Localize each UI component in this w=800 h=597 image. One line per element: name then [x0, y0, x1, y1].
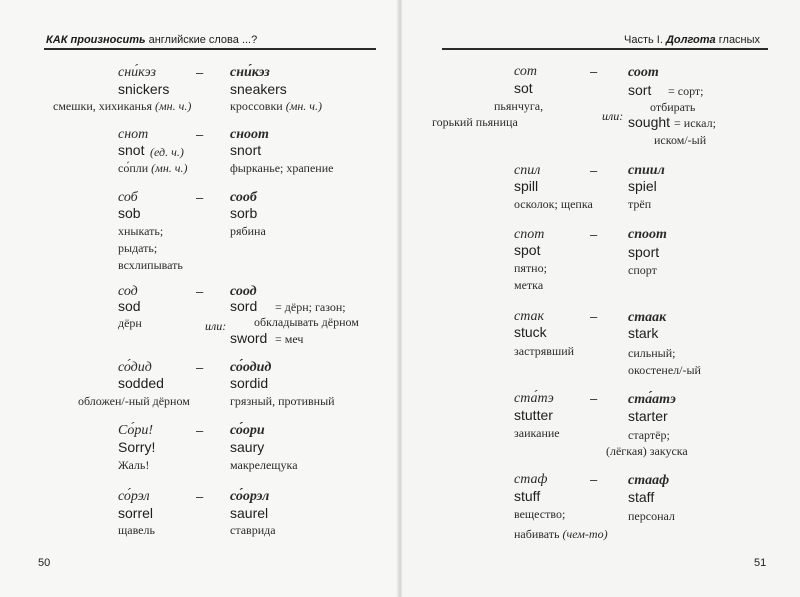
transcription-left: сни́кэз	[118, 65, 156, 80]
transcription-left: спил	[514, 163, 541, 178]
translation-right: отбирать	[650, 100, 696, 114]
right-page	[402, 0, 800, 597]
header-rule	[44, 48, 376, 50]
english-word-right: staff	[628, 489, 655, 505]
header-title-rest: гласных	[718, 34, 761, 46]
transcription-left: Со́ри!	[118, 423, 154, 438]
right-running-header	[624, 34, 760, 46]
english-word-left: sorrel	[118, 505, 154, 521]
transcription-right: со́одид	[230, 360, 272, 375]
english-word-right: sneakers	[230, 81, 287, 97]
english-word-left: sob	[118, 205, 141, 221]
english-word-right: saurel	[230, 505, 269, 521]
dash: –	[196, 489, 204, 504]
transcription-left: со́дид	[118, 360, 152, 375]
english-word-right: sorb	[230, 205, 258, 221]
translation-left: Жаль!	[118, 458, 150, 472]
dash: –	[196, 190, 204, 205]
english-word-left: snot	[118, 142, 145, 158]
translation-right: спорт	[628, 263, 657, 277]
transcription-right: спиил	[628, 163, 665, 178]
translation-right: окостенел/-ый	[628, 363, 701, 377]
transcription-right: соот	[628, 65, 659, 80]
translation-left: пьянчуга,	[494, 99, 544, 113]
or-label: или:	[602, 109, 624, 123]
transcription-left: стак	[514, 309, 545, 324]
header-part-label: Часть I.	[624, 34, 663, 46]
header-title-rest: английские слова ...?	[148, 34, 258, 46]
translation-right: кроссовки (мн. ч.)	[230, 99, 323, 113]
transcription-right: соод	[230, 284, 257, 299]
transcription-right: стаак	[628, 310, 667, 325]
transcription-right: сооб	[230, 190, 257, 205]
dash: –	[590, 472, 598, 487]
english-word-left: stuff	[514, 488, 541, 504]
translation-right: фырканье; храпение	[230, 161, 334, 175]
transcription-right: ста́атэ	[628, 392, 676, 407]
transcription-left: сод	[118, 284, 138, 299]
translation-right: трёп	[628, 197, 652, 211]
transcription-left: соб	[118, 190, 138, 205]
translation-right: стартёр;	[628, 428, 670, 442]
translation-right: грязный, противный	[230, 394, 335, 408]
translation-left: дёрн	[118, 316, 142, 330]
translation-right: = сорт;	[668, 84, 704, 98]
dash: –	[196, 284, 204, 299]
translation-left: метка	[514, 278, 544, 292]
english-word-right-alt: sought	[628, 114, 671, 130]
header-title-bold: КАК произносить	[46, 34, 146, 46]
dash: –	[196, 127, 204, 142]
english-word-left: spill	[514, 178, 539, 194]
transcription-right: сни́кэз	[230, 65, 270, 80]
transcription-right: со́орэл	[230, 489, 270, 504]
translation-left: всхлипывать	[118, 258, 183, 272]
english-word-left: sodded	[118, 375, 164, 391]
dash: –	[590, 64, 598, 79]
translation-right: иском/-ый	[654, 133, 707, 147]
translation-left: щавель	[118, 523, 155, 537]
dash: –	[196, 360, 204, 375]
dash: –	[590, 391, 598, 406]
english-word-right-alt: sword	[230, 330, 268, 346]
translation-left: обложен/-ный дёрном	[78, 394, 190, 408]
grammar-note: (ед. ч.)	[150, 145, 184, 159]
translation-right: = меч	[275, 332, 304, 346]
translation-left: хныкать;	[118, 224, 164, 238]
english-word-right: sord	[230, 298, 258, 314]
english-word-left: sot	[514, 80, 533, 96]
page-number: 51	[754, 557, 767, 569]
transcription-left: со́рэл	[118, 489, 150, 504]
translation-right: = дёрн; газон;	[275, 300, 346, 314]
english-word-right: sordid	[230, 375, 269, 391]
translation-left: вещество;	[514, 507, 566, 521]
left-running-header	[46, 34, 257, 46]
transcription-left: спот	[514, 227, 545, 242]
transcription-left: сот	[514, 64, 537, 79]
translation-right: (лёгкая) закуска	[606, 444, 688, 458]
english-word-left: spot	[514, 242, 541, 258]
english-word-right: saury	[230, 439, 265, 455]
english-word-right: spiel	[628, 178, 657, 194]
dash: –	[590, 163, 598, 178]
english-word-right: starter	[628, 408, 668, 424]
transcription-left: ста́тэ	[514, 391, 554, 406]
translation-right: макрелещука	[230, 458, 298, 472]
transcription-right: сноот	[230, 127, 269, 142]
transcription-right: стааф	[628, 473, 670, 488]
translation-right: обкладывать дёрном	[254, 315, 359, 329]
header-rule	[442, 48, 768, 50]
translation-left: заикание	[514, 426, 560, 440]
header-title-bold: Долгота	[665, 34, 716, 46]
translation-left: рыдать;	[118, 241, 158, 255]
translation-left: смешки, хихиканья (мн. ч.)	[53, 99, 192, 113]
english-word-left: stuck	[514, 324, 547, 340]
english-word-left: Sorry!	[118, 439, 156, 455]
english-word-right: sort	[628, 82, 652, 98]
english-word-right: stark	[628, 325, 659, 341]
translation-left: пятно;	[514, 261, 547, 275]
dash: –	[590, 227, 598, 242]
dash: –	[196, 65, 204, 80]
transcription-right: со́ори	[230, 423, 265, 438]
transcription-left: снот	[118, 127, 149, 142]
transcription-left: стаф	[514, 472, 548, 487]
english-word-right: snort	[230, 142, 262, 158]
dash: –	[196, 423, 204, 438]
transcription-right: споот	[628, 227, 667, 242]
translation-left: горький пьяница	[432, 115, 518, 129]
dash: –	[590, 309, 598, 324]
translation-right: = искал;	[674, 116, 716, 130]
translation-right: сильный;	[628, 346, 676, 360]
translation-left: набивать (чем-то)	[514, 527, 608, 541]
english-word-left: sod	[118, 298, 141, 314]
translation-right: рябина	[230, 224, 266, 238]
translation-right: ставрида	[230, 523, 276, 537]
english-word-right: sport	[628, 244, 660, 260]
translation-left: со́пли (мн. ч.)	[118, 161, 188, 175]
english-word-left: snickers	[118, 81, 170, 97]
english-word-left: stutter	[514, 407, 553, 423]
left-page	[0, 0, 398, 597]
translation-left: осколок; щепка	[514, 197, 593, 211]
page-number: 50	[38, 557, 51, 569]
translation-left: застрявший	[514, 344, 575, 358]
translation-right: персонал	[628, 509, 675, 523]
or-label: или:	[205, 319, 227, 333]
